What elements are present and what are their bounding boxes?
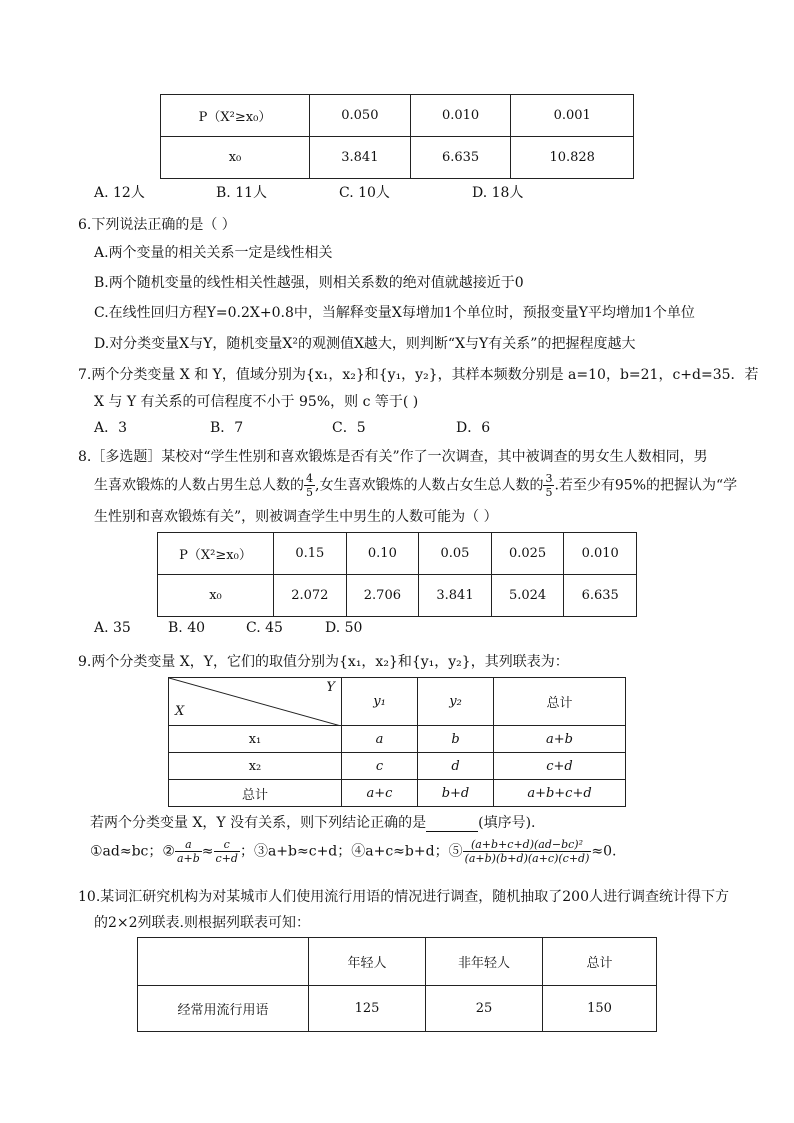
table2-p-value: 0.15 (274, 533, 347, 575)
option-d: D. 18人 (472, 185, 524, 201)
choice-4: ④a+c≈b+d； (351, 843, 449, 860)
table1-x-value: 3.841 (310, 137, 411, 179)
table2-x-value: 3.841 (419, 575, 492, 617)
fraction-numerator: 3 (545, 472, 553, 485)
fraction-denominator: a+b (176, 852, 200, 865)
option-b: B. 11人 (216, 185, 268, 201)
option-b: B．7 (210, 420, 244, 436)
table2-x-value: 6.635 (564, 575, 637, 617)
choice-2-prefix: ② (162, 843, 175, 860)
fraction-numerator: c (214, 838, 240, 852)
table2-x-value: 2.072 (274, 575, 347, 617)
table2-x-value: 5.024 (491, 575, 564, 617)
q5-options (94, 182, 524, 202)
contingency-table (168, 677, 626, 807)
q8-fraction-3-5 (543, 472, 554, 499)
header-empty (138, 938, 309, 986)
table2-p-value: 0.10 (346, 533, 419, 575)
header-young: 年轻人 (309, 938, 426, 986)
fraction (175, 838, 202, 865)
choice-5-suffix: ≈0. (591, 843, 617, 860)
cell: 150 (543, 986, 657, 1032)
q9-stem: 9.两个分类变量 X，Y，它们的取值分别为{x₁，x₂}和{y₁，y₂}，其列联表为： (78, 654, 569, 670)
critical-value-table-1 (160, 94, 634, 179)
option-a: A. 35 (94, 620, 131, 636)
fraction-denominator: 5 (306, 486, 313, 499)
option-a: A. 12人 (94, 185, 145, 201)
q10-line1: 10.某词汇研究机构为对某城市人们使用流行用语的情况进行调查，随机抽取了200人进行调查统计得下方 (78, 889, 729, 905)
cell: a (342, 726, 418, 753)
q8-line2-part-a: 生喜欢锻炼的人数占男生总人数的 (94, 477, 304, 494)
corner-x-label: X (175, 704, 185, 719)
row-label: 总计 (169, 780, 342, 807)
choice-1: ①ad≈bc； (90, 843, 163, 860)
q9-choices (90, 838, 616, 865)
header-total: 总计 (543, 938, 657, 986)
fraction-denominator: c+d (215, 852, 238, 865)
cell: b+d (418, 780, 494, 807)
table2-x-value: 2.706 (346, 575, 419, 617)
q10-line2: 的2×2列联表.则根据列联表可知： (94, 915, 310, 931)
table1-p-value: 0.050 (310, 95, 411, 137)
header-non-young: 非年轻人 (426, 938, 543, 986)
q8-line2 (94, 472, 737, 499)
row-label: x₁ (169, 726, 342, 753)
table2-p-value: 0.025 (491, 533, 564, 575)
fraction-denominator: (a+b)(b+d)(a+c)(c+d) (464, 852, 590, 865)
diagonal-line (169, 678, 341, 726)
table1-x-value: 10.828 (511, 137, 634, 179)
fraction (214, 838, 240, 865)
table1-x-label: x₀ (161, 137, 310, 179)
choice-5-prefix: ⑤ (448, 843, 463, 860)
slang-usage-table (137, 937, 657, 1032)
cell: a+c (342, 780, 418, 807)
q6-stem: 6.下列说法正确的是（ ） (78, 217, 236, 233)
chi-square-fraction (463, 838, 592, 865)
table1-x-value: 6.635 (410, 137, 511, 179)
col-header-total: 总计 (494, 678, 626, 726)
table2-x-label: x₀ (158, 575, 274, 617)
table2-header-label: P（X²≥x₀） (158, 533, 274, 575)
row-label: x₂ (169, 753, 342, 780)
q9-question-text: 若两个分类变量 X，Y 没有关系，则下列结论正确的是 (90, 815, 427, 831)
q7-options (94, 417, 514, 437)
q6-option-d: D.对分类变量X与Y，随机变量X²的观测值X越大，则判断“X与Y有关系”的把握程度越大 (94, 336, 636, 352)
choice-3: ③a+b≈c+d； (253, 843, 352, 860)
q8-fraction-4-5 (304, 472, 315, 499)
option-c: C. 10人 (339, 185, 390, 201)
table1-p-value: 0.001 (511, 95, 634, 137)
q8-line2-part-c: .若至少有95%的把握认为“学 (554, 477, 738, 494)
q6-option-b: B.两个随机变量的线性相关性越强，则相关系数的绝对值就越接近于0 (94, 275, 524, 291)
table2-p-value: 0.010 (564, 533, 637, 575)
fraction-numerator: a (175, 838, 202, 852)
cell: c+d (494, 753, 626, 780)
table2-p-value: 0.05 (419, 533, 492, 575)
cell: a+b (494, 726, 626, 753)
col-header-y1: y₁ (342, 678, 418, 726)
cell: a+b+c+d (494, 780, 626, 807)
corner-cell (169, 678, 342, 726)
critical-value-table-2 (157, 532, 637, 617)
cell: 25 (426, 986, 543, 1032)
table1-p-value: 0.010 (410, 95, 511, 137)
q6-option-a: A.两个变量的相关关系一定是线性相关 (94, 245, 333, 261)
q8-line3: 生性别和喜欢锻炼有关”，则被调查学生中男生的人数可能为（ ） (94, 509, 498, 525)
option-b: B. 40 (168, 620, 206, 636)
row-label: 经常用流行用语 (138, 986, 309, 1032)
option-c: C. 45 (246, 620, 283, 636)
cell: d (418, 753, 494, 780)
cell: 125 (309, 986, 426, 1032)
q8-options (94, 620, 414, 640)
option-a: A．3 (94, 420, 128, 436)
option-c: C．5 (332, 420, 366, 436)
table1-header-label: P（X²≥x₀） (161, 95, 310, 137)
option-d: D．6 (456, 420, 491, 436)
answer-blank (426, 817, 478, 832)
corner-y-label: Y (326, 680, 335, 695)
q7-line1: 7.两个分类变量 X 和 Y，值域分别为{x₁，x₂}和{y₁，y₂}，其样本频数分别是 a=10，b=21，c+d=35．若 (78, 367, 759, 383)
q8-line1: 8.［多选题］某校对“学生性别和喜欢锻炼是否有关”作了一次调查，其中被调查的男女生人数相同，男 (78, 449, 708, 465)
col-header-y2: y₂ (418, 678, 494, 726)
q7-line2: X 与 Y 有关系的可信程度不小于 95%，则 c 等于( ) (94, 394, 419, 410)
q9-question (90, 812, 535, 832)
cell: c (342, 753, 418, 780)
fraction-numerator: (a+b+c+d)(ad−bc)² (463, 838, 592, 852)
q9-question-suffix: (填序号). (478, 815, 536, 831)
fraction-numerator: 4 (306, 472, 313, 485)
fraction-denominator: 5 (545, 486, 553, 499)
option-d: D. 50 (325, 620, 363, 636)
approx-sign: ≈ (201, 843, 214, 860)
choice-2-suffix: ； (239, 843, 254, 860)
q8-line2-part-b: ,女生喜欢锻炼的人数占女生总人数的 (315, 477, 544, 494)
q6-option-c: C.在线性回归方程Y=0.2X+0.8中，当解释变量X每增加1个单位时，预报变量Y平均增加1个单位 (94, 305, 695, 321)
cell: b (418, 726, 494, 753)
